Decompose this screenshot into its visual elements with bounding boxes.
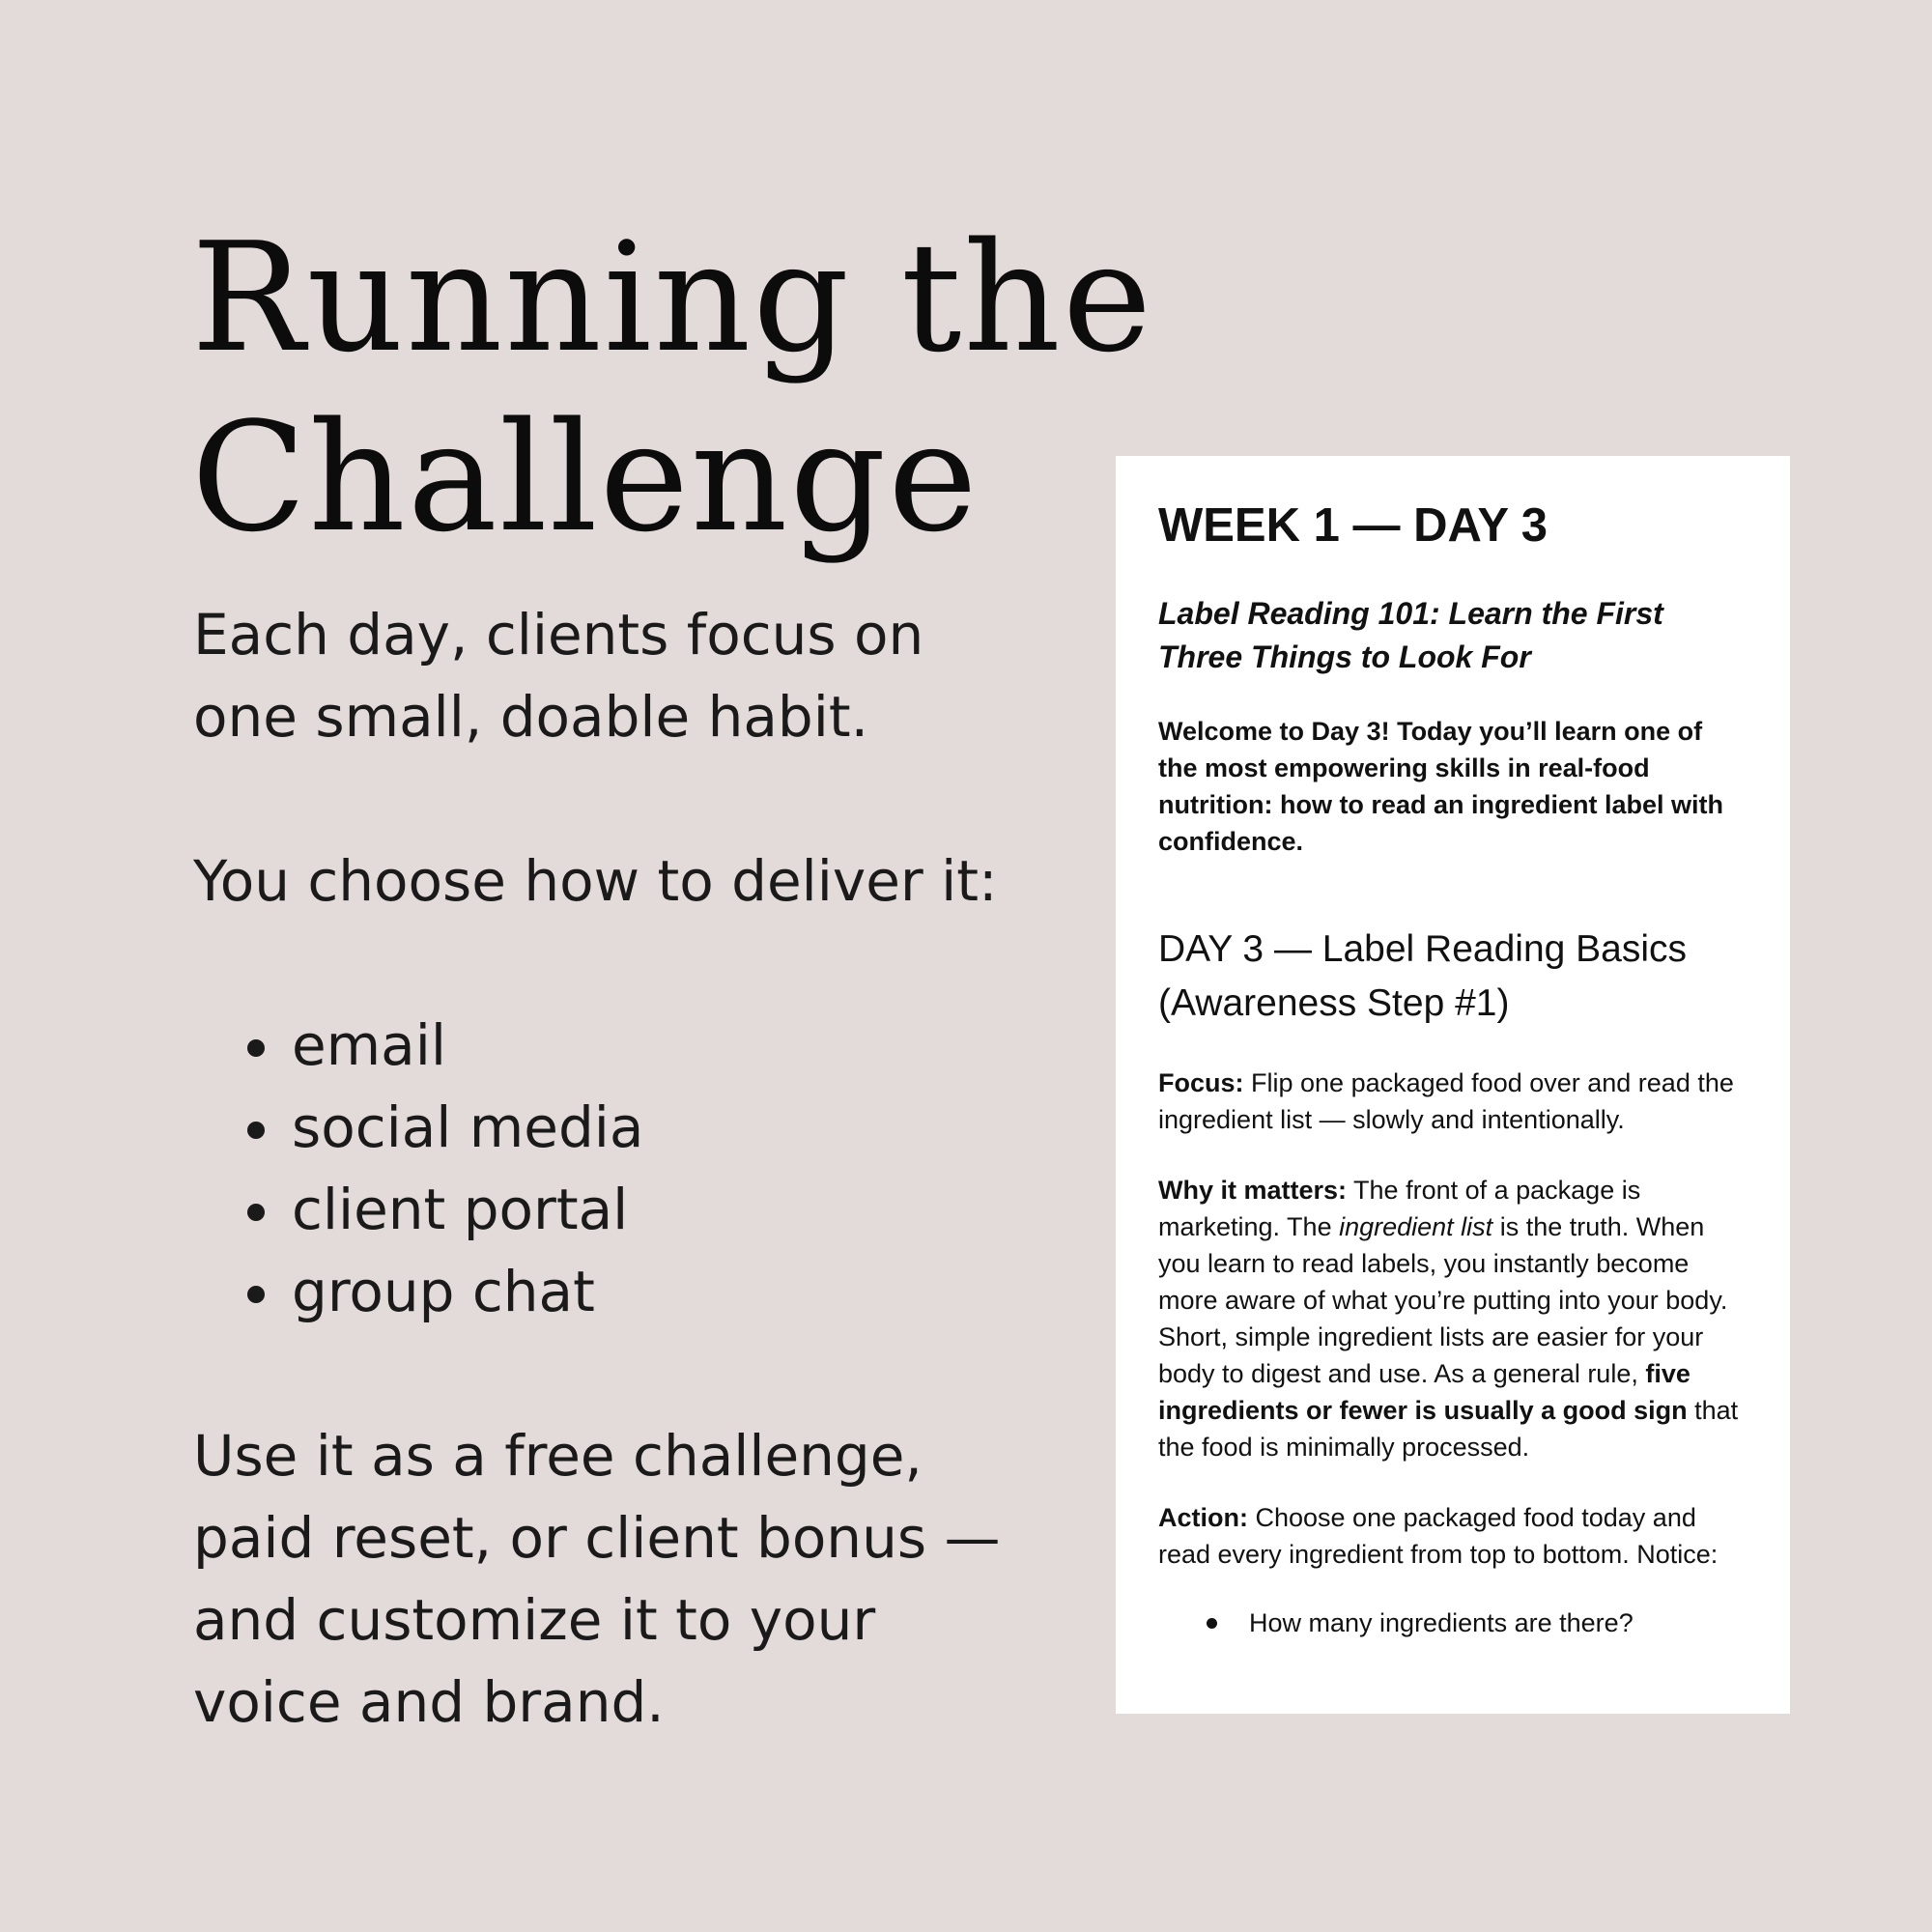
outro-text bbox=[193, 1415, 1063, 1744]
list-item bbox=[242, 1169, 1063, 1251]
intro-line-2: one small, doable habit. bbox=[193, 684, 869, 750]
intro-text bbox=[193, 594, 1063, 758]
delivery-channel-list bbox=[193, 1005, 1063, 1333]
channel-label: group chat bbox=[292, 1259, 595, 1324]
choose-text: You choose how to deliver it: bbox=[193, 848, 998, 914]
action-paragraph bbox=[1158, 1499, 1747, 1573]
section-title: DAY 3 — Label Reading Basics (Awareness Step #1) bbox=[1158, 928, 1688, 1024]
outro-line-3: and customize it to your bbox=[193, 1587, 876, 1653]
page-title bbox=[191, 208, 1153, 567]
outro-line-4: voice and brand. bbox=[193, 1669, 665, 1735]
action-label: Action: bbox=[1158, 1503, 1248, 1532]
intro-line-1: Each day, clients focus on bbox=[193, 602, 924, 668]
bullet-icon bbox=[247, 1204, 265, 1221]
action-text: Choose one packaged food today and read every ingredient from top to bottom. Notice: bbox=[1158, 1503, 1719, 1569]
bullet-icon bbox=[1207, 1618, 1217, 1629]
focus-text: Flip one packaged food over and read the ingredient list — slowly and intentionally. bbox=[1158, 1068, 1734, 1134]
document-preview-card bbox=[1116, 456, 1790, 1714]
why-bold: five ingredients or fewer is usually a good sign bbox=[1158, 1359, 1690, 1425]
notice-list bbox=[1158, 1605, 1747, 1641]
focus-paragraph bbox=[1158, 1065, 1747, 1138]
outro-line-2: paid reset, or client bonus — bbox=[193, 1505, 1001, 1571]
why-label: Why it matters: bbox=[1158, 1176, 1348, 1205]
why-italic: ingredient list bbox=[1339, 1212, 1493, 1241]
title-line-2: Challenge bbox=[191, 389, 980, 565]
channel-label: client portal bbox=[292, 1177, 629, 1242]
why-text-2: is the truth. When you learn to read labels, you instantly become more aware of what you’re putting into your body. Short, simple ingredient lists are easier for your body to digest and use. As a general rule, bbox=[1158, 1212, 1728, 1388]
card-subtitle: Label Reading 101: Learn the First Three Things to Look For bbox=[1158, 596, 1663, 674]
why-text-1: The front of a package is marketing. The bbox=[1158, 1176, 1641, 1241]
notice-item: How many ingredients are there? bbox=[1249, 1608, 1634, 1637]
channel-label: email bbox=[292, 1012, 446, 1078]
card-heading: WEEK 1 — DAY 3 bbox=[1158, 499, 1548, 552]
left-copy bbox=[193, 594, 1063, 1744]
list-item bbox=[242, 1251, 1063, 1333]
card-welcome: Welcome to Day 3! Today you’ll learn one of the most empowering skills in real-food nutrition: how to read an ingredient label with confidence. bbox=[1158, 717, 1723, 856]
bullet-icon bbox=[247, 1122, 265, 1139]
why-paragraph bbox=[1158, 1172, 1747, 1465]
bullet-icon bbox=[247, 1286, 265, 1303]
list-item bbox=[242, 1005, 1063, 1087]
title-line-1: Running the bbox=[191, 210, 1154, 385]
channel-label: social media bbox=[292, 1094, 644, 1160]
focus-label: Focus: bbox=[1158, 1068, 1244, 1097]
why-text-3: that the food is minimally processed. bbox=[1158, 1396, 1739, 1462]
outro-line-1: Use it as a free challenge, bbox=[193, 1423, 923, 1489]
bullet-icon bbox=[247, 1039, 265, 1057]
list-item bbox=[242, 1087, 1063, 1169]
list-item bbox=[1207, 1605, 1747, 1641]
